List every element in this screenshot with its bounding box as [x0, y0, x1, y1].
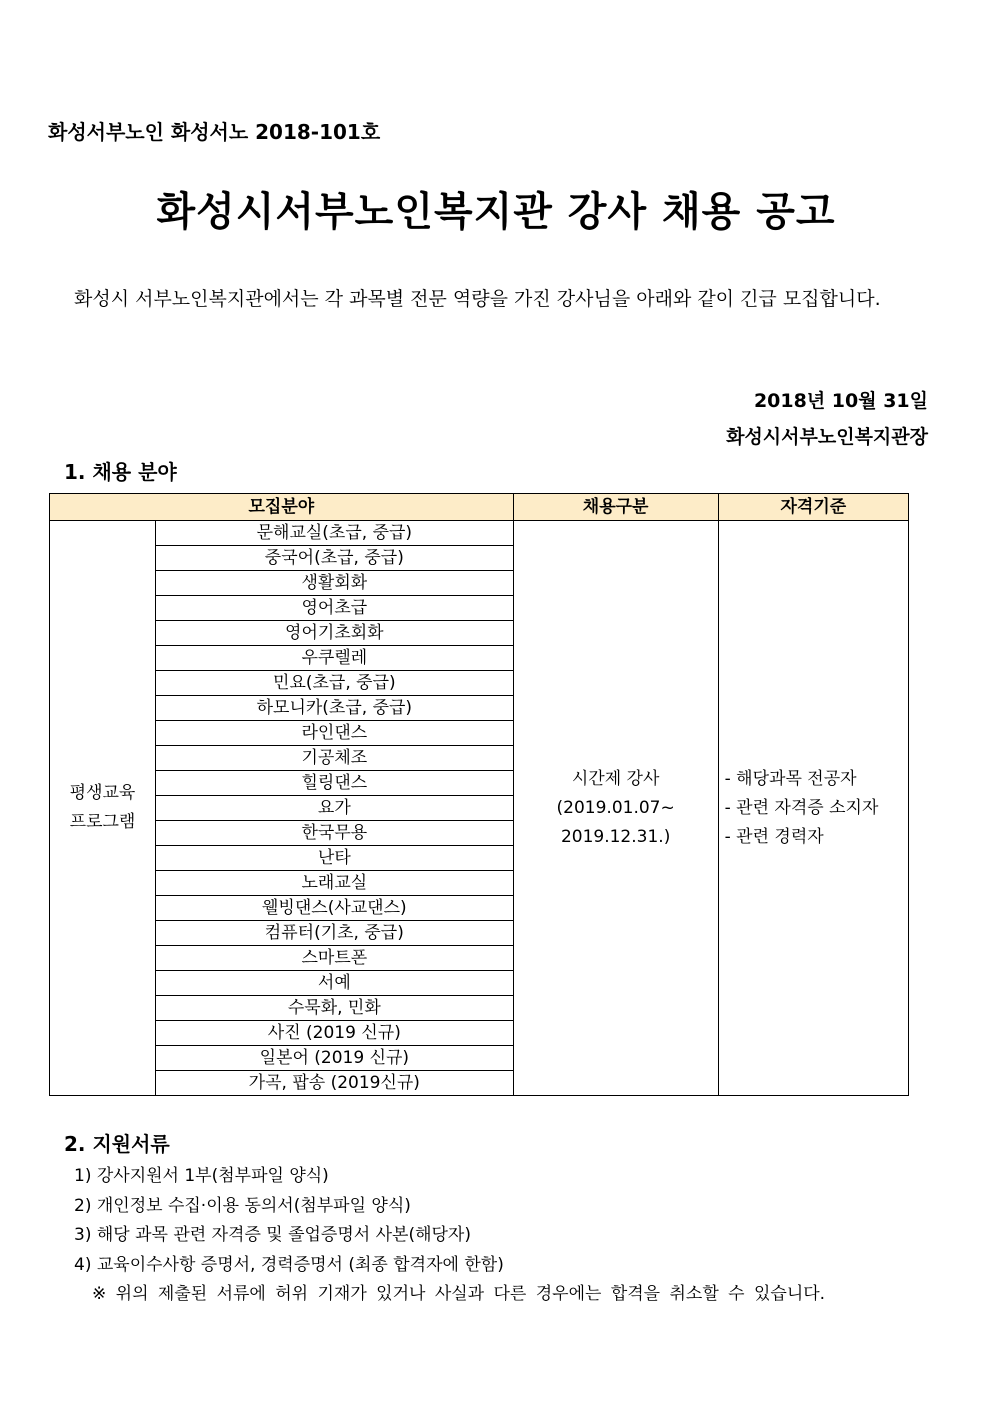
documents-list [74, 1162, 922, 1310]
page-title: 화성시서부노인복지관 강사 채용 공고 [156, 189, 836, 235]
subject-cell: 서예 [156, 971, 514, 996]
subject-cell: 한국무용 [156, 821, 514, 846]
subject-cell: 난타 [156, 846, 514, 871]
section-heading-recruitment: 1. 채용 분야 [64, 460, 177, 484]
subject-cell: 스마트폰 [156, 946, 514, 971]
header-criteria: 자격기준 [718, 494, 908, 521]
category-line: 평생교육 [69, 783, 136, 803]
category-line: 프로그램 [69, 812, 136, 832]
subject-cell: 웰빙댄스(사교댄스) [156, 896, 514, 921]
subject-cell: 수묵화, 민화 [156, 996, 514, 1021]
table-header-row [50, 494, 909, 521]
document-number: 화성서부노인 화성서노 2018-101호 [48, 120, 381, 144]
employment-type-cell [513, 521, 718, 1096]
subject-cell: 우쿠렐레 [156, 646, 514, 671]
section-heading-documents: 2. 지원서류 [64, 1132, 170, 1156]
list-item: 4) 교육이수사항 증명서, 경력증명서 (최종 합격자에 한함) [74, 1254, 504, 1275]
subject-cell: 민요(초급, 중급) [156, 671, 514, 696]
subject-cell: 생활회화 [156, 571, 514, 596]
subject-cell: 하모니카(초급, 중급) [156, 696, 514, 721]
subject-cell: 문해교실(초급, 중급) [156, 521, 514, 546]
issuer: 화성시서부노인복지관장 [726, 426, 928, 448]
header-type: 채용구분 [513, 494, 718, 521]
criteria-cell [718, 521, 908, 1096]
criteria-line: - 관련 경력자 [724, 826, 824, 847]
list-item: 2) 개인정보 수집·이용 동의서(첨부파일 양식) [74, 1195, 411, 1216]
subject-cell: 일본어 (2019 신규) [156, 1046, 514, 1071]
subject-cell: 사진 (2019 신규) [156, 1021, 514, 1046]
category-cell [50, 521, 156, 1096]
subject-cell: 기공체조 [156, 746, 514, 771]
disclaimer-note: ※ 위의 제출된 서류에 허위 기재가 있거나 사실과 다른 경우에는 합격을 취소할 수 있습니다. [92, 1284, 826, 1304]
employment-line: (2019.01.07~ [556, 797, 675, 818]
subject-cell: 영어초급 [156, 596, 514, 621]
employment-line: 2019.12.31.) [560, 826, 671, 847]
announcement-date: 2018년 10월 31일 [753, 390, 928, 412]
criteria-line: - 해당과목 전공자 [724, 768, 857, 789]
intro-paragraph: 화성시 서부노인복지관에서는 각 과목별 전문 역량을 가진 강사님을 아래와 같이 긴급 모집합니다. [74, 288, 881, 310]
list-item: 3) 해당 과목 관련 자격증 및 졸업증명서 사본(해당자) [74, 1225, 471, 1245]
subject-cell: 힐링댄스 [156, 771, 514, 796]
criteria-line: - 관련 자격증 소지자 [724, 797, 879, 818]
subject-cell: 요가 [156, 796, 514, 821]
table-row [50, 521, 909, 546]
subject-cell: 중국어(초급, 중급) [156, 546, 514, 571]
subject-cell: 노래교실 [156, 871, 514, 896]
header-field: 모집분야 [50, 494, 514, 521]
subject-cell: 가곡, 팝송 (2019신규) [156, 1071, 514, 1096]
subject-cell: 컴퓨터(기초, 중급) [156, 921, 514, 946]
recruitment-table [49, 493, 909, 1096]
employment-line: 시간제 강사 [571, 768, 660, 789]
list-item: 1) 강사지원서 1부(첨부파일 양식) [74, 1166, 329, 1186]
subject-cell: 라인댄스 [156, 721, 514, 746]
subject-cell: 영어기초회화 [156, 621, 514, 646]
